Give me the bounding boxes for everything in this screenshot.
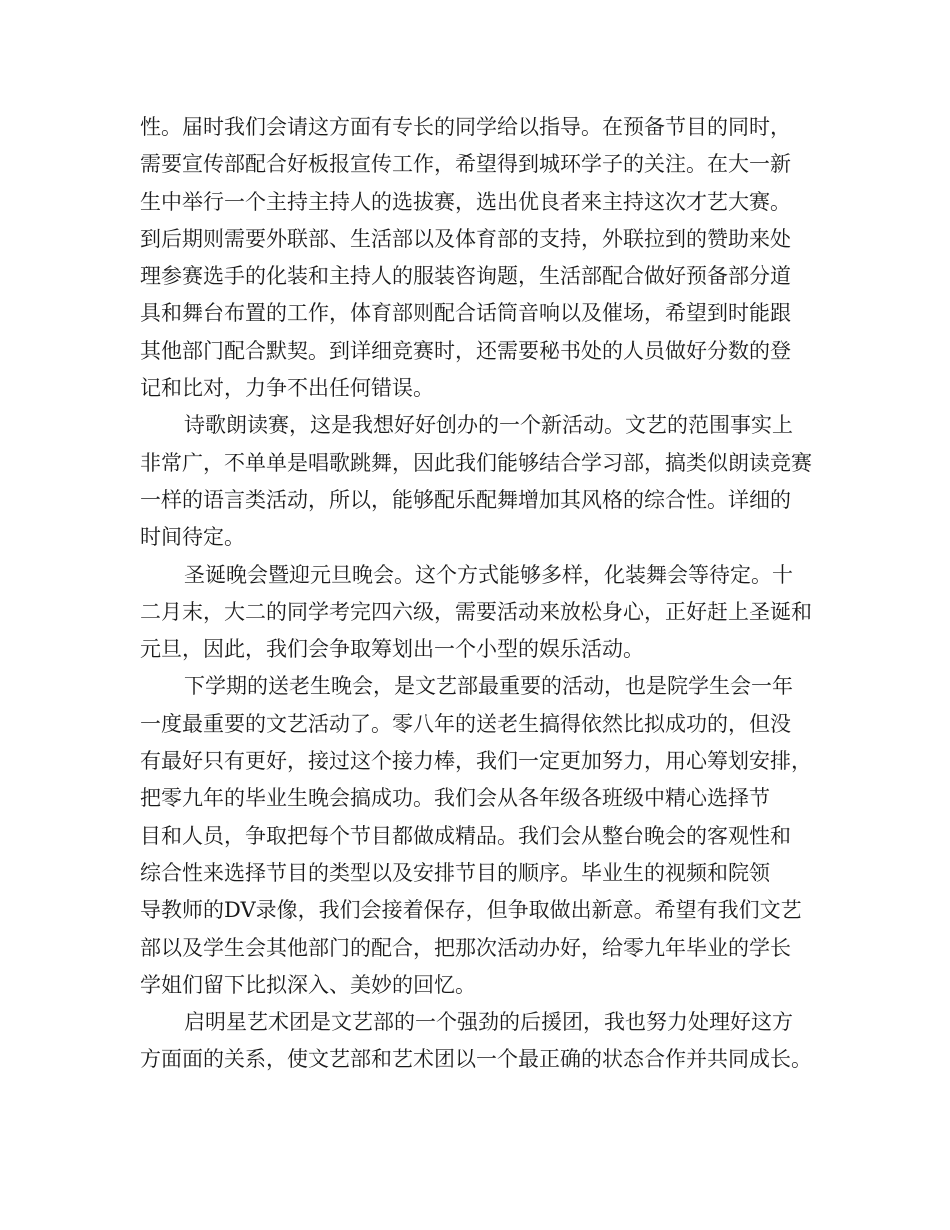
paragraph-first-line: 诗歌朗读赛，这是我想好好创办的一个新活动。文艺的范围事实上 bbox=[184, 413, 793, 438]
text-line: 导教师的DV录像，我们会接着保存，但争取做出新意。希望有我们文艺 bbox=[140, 898, 802, 923]
text-line: 时间待定。 bbox=[140, 525, 245, 550]
text-line: 理参赛选手的化装和主持人的服装咨询题，生活部配合做好预备部分道 bbox=[140, 264, 791, 289]
text-line: 有最好只有更好，接过这个接力棒，我们一定更加努力，用心筹划安排， bbox=[140, 749, 812, 774]
text-line: 综合性来选择节目的类型以及安排节目的顺序。毕业生的视频和院领 bbox=[140, 860, 770, 885]
paragraph-first-line: 圣诞晚会暨迎元旦晚会。这个方式能够多样，化装舞会等待定。十 bbox=[184, 562, 793, 587]
text-line: 目和人员，争取把每个节目都做成精品。我们会从整台晚会的客观性和 bbox=[140, 823, 791, 848]
paragraph-first-line: 下学期的送老生晚会，是文艺部最重要的活动，也是院学生会一年 bbox=[184, 674, 793, 699]
text-line: 具和舞台布置的工作，体育部则配合话筒音响以及催场，希望到时能跟 bbox=[140, 301, 791, 326]
text-line: 学姐们留下比拟深入、美妙的回忆。 bbox=[140, 972, 476, 997]
text-line: 生中举行一个主持主持人的选拔赛，选出优良者来主持这次才艺大赛。 bbox=[140, 189, 791, 214]
text-line: 记和比对，力争不出任何错误。 bbox=[140, 376, 434, 401]
text-line: 二月末，大二的同学考完四六级，需要活动来放松身心，正好赶上圣诞和 bbox=[140, 599, 812, 624]
text-line: 非常广，不单单是唱歌跳舞，因此我们能够结合学习部，搞类似朗读竞赛 bbox=[140, 450, 812, 475]
text-line: 其他部门配合默契。到详细竞赛时，还需要秘书处的人员做好分数的登 bbox=[140, 338, 791, 363]
paragraph-first-line: 启明星艺术团是文艺部的一个强劲的后援团，我也努力处理好这方 bbox=[184, 1010, 793, 1035]
document-body bbox=[140, 109, 830, 1079]
text-line: 把零九年的毕业生晚会搞成功。我们会从各年级各班级中精心选择节 bbox=[140, 786, 770, 811]
text-line: 性。届时我们会请这方面有专长的同学给以指导。在预备节目的同时， bbox=[140, 115, 791, 139]
text-line: 元旦，因此，我们会争取筹划出一个小型的娱乐活动。 bbox=[140, 637, 644, 662]
text-line: 到后期则需要外联部、生活部以及体育部的支持，外联拉到的赞助来处 bbox=[140, 226, 791, 251]
text-line: 需要宣传部配合好板报宣传工作，希望得到城环学子的关注。在大一新 bbox=[140, 152, 791, 177]
text-line: 一度最重要的文艺活动了。零八年的送老生搞得依然比拟成功的，但没 bbox=[140, 711, 791, 736]
text-line: 部以及学生会其他部门的配合，把那次活动办好，给零九年毕业的学长 bbox=[140, 935, 791, 960]
text-line: 方面面的关系，使文艺部和艺术团以一个最正确的状态合作并共同成长。 bbox=[140, 1047, 812, 1072]
text-line: 一样的语言类活动，所以，能够配乐配舞增加其风格的综合性。详细的 bbox=[140, 487, 791, 512]
